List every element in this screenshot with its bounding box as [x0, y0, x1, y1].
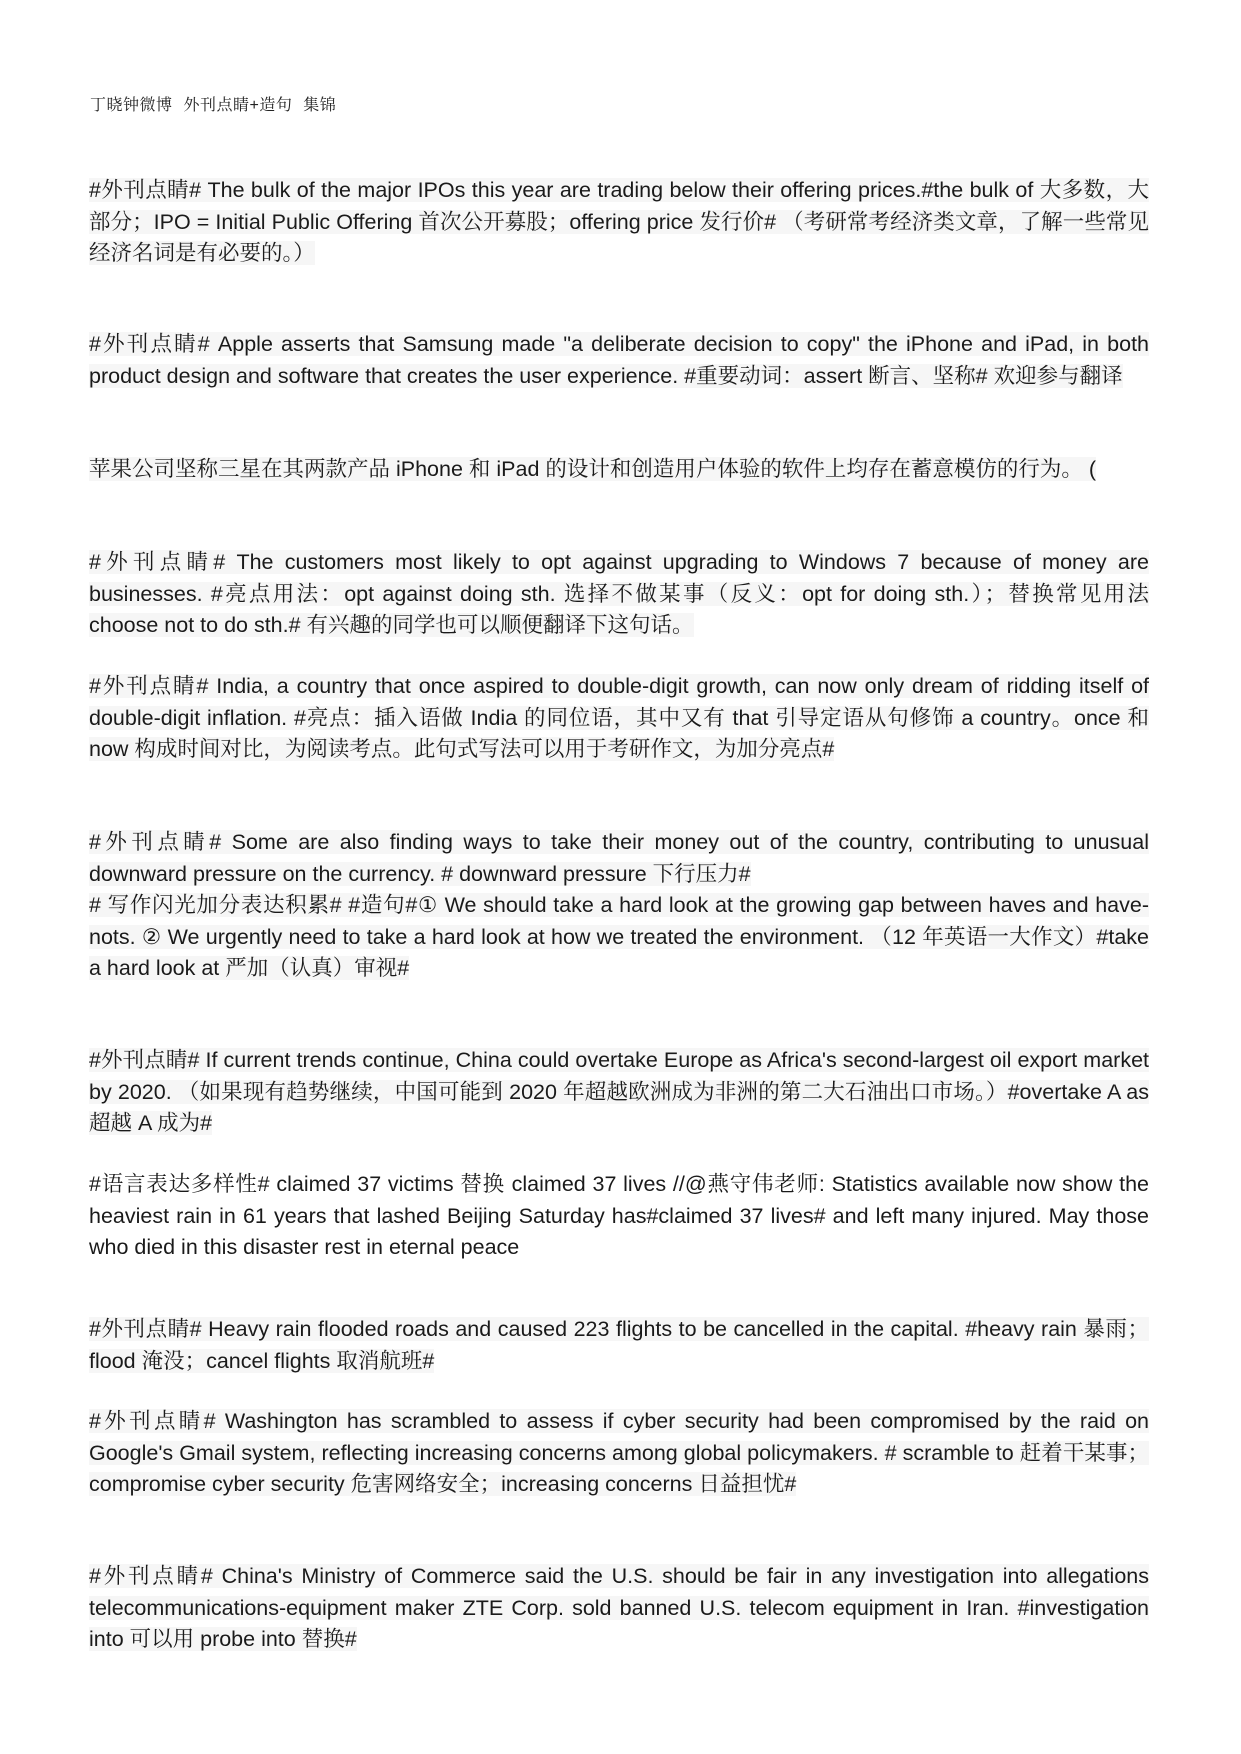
paragraph-text: #外刊点睛# China's Ministry of Commerce said the U.S. should be fair in any investigation into allegations telecommunications-equipment maker ZTE Corp. sold banned U.S. telecom equipment in Iran. #investigation into 可以用 probe into 替换# — [89, 1564, 1149, 1651]
paragraph-apple-samsung — [89, 329, 1149, 392]
paragraph-text: 苹果公司坚称三星在其两款产品 iPhone 和 iPad 的设计和创造用户体验的软件上均存在蓄意模仿的行为。 ( — [89, 457, 1097, 481]
paragraph-cyber-security — [89, 1406, 1149, 1501]
paragraph-text: #语言表达多样性# claimed 37 victims 替换 claimed 37 lives //@燕守伟老师: Statistics available now show the heaviest rain in 61 years that lashed Beijing Saturday has#claimed 37 lives# and left many injured. May those who died in this disaster rest in eternal peace — [89, 1172, 1149, 1259]
paragraph-text: #外刊点睛# Some are also finding ways to take their money out of the country, contributing to unusual downward pressure on the currency. # downward pressure 下行压力# — [89, 830, 1149, 886]
paragraph-text: #外刊点睛# India, a country that once aspired to double-digit growth, can now only dream of ridding itself of double-digit inflation. #亮点：插入语做 India 的同位语，其中又有 that 引导定语从句修饰 a country。once 和 now 构成时间对比，为阅读考点。此句式写法可以用于考研作文，为加分亮点# — [89, 674, 1149, 761]
header-collection: 集锦 — [303, 97, 337, 114]
paragraph-zte — [89, 1561, 1149, 1656]
paragraph-apple-translation — [89, 454, 1149, 486]
paragraph-text: #外刊点睛# If current trends continue, China could overtake Europe as Africa's second-largest oil export market by 2020. （如果现有趋势继续，中国可能到 2020 年超越欧洲成为非洲的第二大石油出口市场。）#overtake A as 超越 A 成为# — [89, 1048, 1149, 1135]
page-header — [90, 92, 342, 115]
paragraph-text: #外刊点睛# Apple asserts that Samsung made "a deliberate decision to copy" the iPhone and iPad, in both product design and software that creates the user experience. #重要动词：assert 断言、坚称# 欢迎参与翻译 — [89, 332, 1149, 388]
paragraph-text: # 写作闪光加分表达积累# #造句#① We should take a hard look at the growing gap between haves and have-nots. ② We urgently need to take a hard look at how we treated the environment. （12 年英语一大作文）#take a hard look at 严加（认真）审视# — [89, 893, 1149, 980]
paragraph-text: #外刊点睛# Washington has scrambled to assess if cyber security had been compromised by the raid on Google's Gmail system, reflecting increasing concerns among global policymakers. # scramble to 赶着干某事； compromise cyber security 危害网络安全；increasing concerns 日益担忧# — [89, 1409, 1149, 1496]
paragraph-india — [89, 671, 1149, 766]
paragraph-downward-pressure — [89, 827, 1149, 890]
paragraph-claimed-lives — [89, 1169, 1149, 1264]
paragraph-text: #外刊点睛# Heavy rain flooded roads and caused 223 flights to be cancelled in the capital. #heavy rain 暴雨；flood 淹没；cancel flights 取消航班# — [89, 1317, 1149, 1373]
paragraph-text: #外刊点睛# The customers most likely to opt against upgrading to Windows 7 because of money are businesses. #亮点用法：opt against doing sth. 选择不做某事（反义：opt for doing sth.）；替换常见用法 choose not to do sth.# 有兴趣的同学也可以顺便翻译下这句话。 — [89, 550, 1149, 637]
paragraph-ipo — [89, 175, 1149, 270]
header-series: 外刊点睛+造句 — [183, 97, 293, 114]
paragraph-hard-look — [89, 890, 1149, 985]
header-author: 丁晓钟微博 — [90, 97, 173, 114]
paragraph-heavy-rain — [89, 1314, 1149, 1377]
paragraph-text: #外刊点睛# The bulk of the major IPOs this year are trading below their offering prices.#the bulk of 大多数，大部分；IPO = Initial Public Offering 首次公开募股；offering price 发行价# （考研常考经济类文章，了解一些常见经济名词是有必要的。） — [89, 178, 1149, 265]
paragraph-china-africa — [89, 1045, 1149, 1140]
paragraph-windows7 — [89, 547, 1149, 642]
